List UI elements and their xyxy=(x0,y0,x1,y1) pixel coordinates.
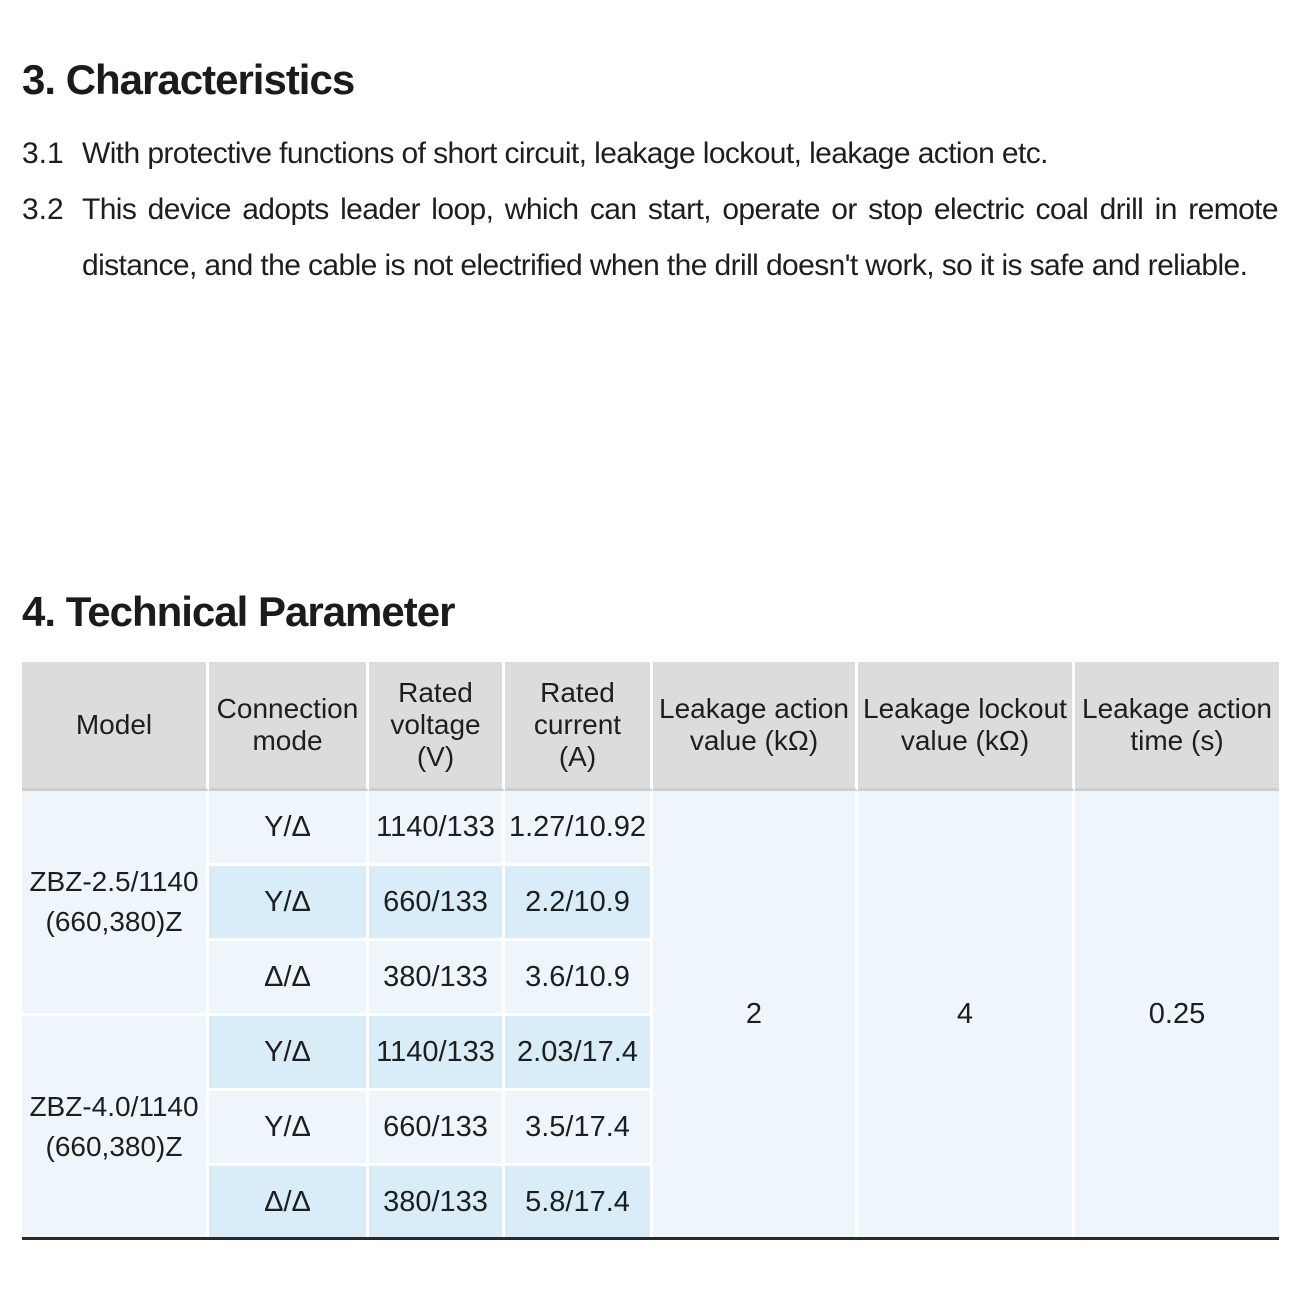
rated-current-cell: 2.2/10.9 xyxy=(505,866,653,941)
model-cell: ZBZ-4.0/1140 (660,380)Z xyxy=(22,1016,209,1238)
characteristic-item-3-1 xyxy=(22,126,1278,182)
technical-parameter-table xyxy=(22,662,1279,1238)
item-number: 3.1 xyxy=(22,137,64,170)
connection-mode-cell: Δ/Δ xyxy=(209,941,369,1016)
item-text: With protective functions of short circuit, leakage lockout, leakage action etc. xyxy=(82,137,1048,170)
rated-current-cell: 1.27/10.92 xyxy=(505,791,653,866)
model-cell: ZBZ-2.5/1140 (660,380)Z xyxy=(22,791,209,1016)
connection-mode-cell: Y/Δ xyxy=(209,1016,369,1091)
rated-voltage-cell: 380/133 xyxy=(369,1166,505,1238)
section-3-title: 3. Characteristics xyxy=(22,56,355,103)
table-header-row xyxy=(22,662,1279,791)
item-number: 3.2 xyxy=(22,193,64,226)
header-leakage-action-value: Leakage action value (kΩ) xyxy=(653,662,858,791)
leakage-action-time-cell: 0.25 xyxy=(1075,791,1279,1238)
section-4-title: 4. Technical Parameter xyxy=(22,588,455,635)
rated-current-cell: 5.8/17.4 xyxy=(505,1166,653,1238)
table-row xyxy=(22,791,1279,866)
rated-voltage-cell: 380/133 xyxy=(369,941,505,1016)
rated-current-cell: 3.6/10.9 xyxy=(505,941,653,1016)
header-rated-current: Rated current (A) xyxy=(505,662,653,791)
connection-mode-cell: Y/Δ xyxy=(209,791,369,866)
connection-mode-cell: Δ/Δ xyxy=(209,1166,369,1238)
leakage-action-value-cell: 2 xyxy=(653,791,858,1238)
header-model: Model xyxy=(22,662,209,791)
header-rated-voltage: Rated voltage (V) xyxy=(369,662,505,791)
header-connection-mode: Connection mode xyxy=(209,662,369,791)
leakage-lockout-value-cell: 4 xyxy=(858,791,1075,1238)
table-bottom-rule xyxy=(22,1237,1279,1240)
header-leakage-lockout-value: Leakage lockout value (kΩ) xyxy=(858,662,1075,791)
rated-voltage-cell: 1140/133 xyxy=(369,1016,505,1091)
rated-current-cell: 3.5/17.4 xyxy=(505,1091,653,1166)
characteristic-item-3-2 xyxy=(22,182,1278,294)
header-leakage-action-time: Leakage action time (s) xyxy=(1075,662,1279,791)
rated-voltage-cell: 660/133 xyxy=(369,866,505,941)
item-text: This device adopts leader loop, which can start, operate or stop electric coal drill in remote distance, and the cable is not electrified when the drill doesn't work, so it is safe and reliable. xyxy=(82,193,1278,282)
rated-voltage-cell: 660/133 xyxy=(369,1091,505,1166)
rated-voltage-cell: 1140/133 xyxy=(369,791,505,866)
rated-current-cell: 2.03/17.4 xyxy=(505,1016,653,1091)
connection-mode-cell: Y/Δ xyxy=(209,866,369,941)
connection-mode-cell: Y/Δ xyxy=(209,1091,369,1166)
